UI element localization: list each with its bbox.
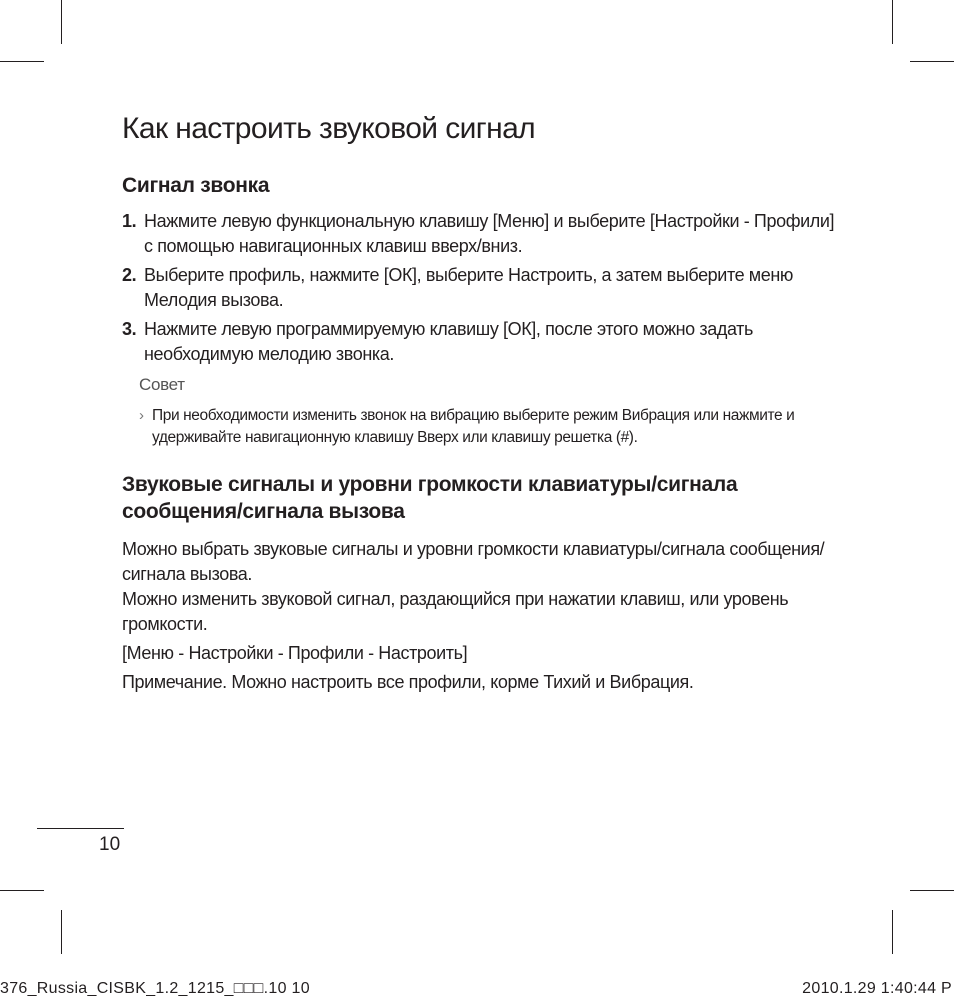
crop-mark [910, 890, 954, 891]
list-item [122, 209, 842, 259]
step-number: 3. [122, 319, 137, 339]
list-item [122, 317, 842, 367]
crop-mark [61, 910, 62, 954]
list-item [122, 263, 842, 313]
page-title: Как настроить звуковой сигнал [122, 112, 536, 145]
menu-path: [Меню - Настройки - Профили - Настроить] [122, 643, 468, 663]
step-text: Нажмите левую функциональную клавишу [Меню] и выберите [Настройки - Профили] с помощью навигационных клавиш вверх/вниз. [144, 211, 835, 256]
tip-text: При необходимости изменить звонок на вибрацию выберите режим Вибрация или нажмите и удерживайте навигационную клавишу Вверх или клавишу решетка (#). [152, 407, 795, 446]
crop-mark [0, 890, 44, 891]
step-number: 2. [122, 265, 137, 285]
print-slug-date: 2010.1.29 1:40:44 P [802, 980, 952, 997]
note: Примечание. Можно настроить все профили, корме Тихий и Вибрация. [122, 672, 694, 692]
step-text: Нажмите левую программируемую клавишу [ОК], после этого можно задать необходимую мелодию звонка. [144, 319, 753, 364]
keypad-section-body [122, 537, 842, 695]
chevron-right-icon: › [139, 407, 144, 424]
steps-list [122, 209, 842, 371]
tip-item [139, 405, 852, 449]
crop-mark [892, 0, 893, 44]
crop-mark [61, 0, 62, 44]
ring-section-heading: Сигнал звонка [122, 174, 270, 197]
crop-mark [910, 61, 954, 62]
crop-mark [892, 910, 893, 954]
print-slug-file: 376_Russia_CISBK_1.2_1215_□□□.10 10 [0, 980, 310, 997]
crop-mark [0, 61, 44, 62]
keypad-section-heading: Звуковые сигналы и уровни громкости клавиатуры/сигнала сообщения/сигнала вызова [122, 473, 738, 523]
step-number: 1. [122, 211, 137, 231]
page-number: 10 [99, 834, 121, 855]
tip-label: Совет [139, 375, 185, 394]
step-text: Выберите профиль, нажмите [ОК], выберите Настроить, а затем выберите меню Мелодия вызова. [144, 265, 794, 310]
footer-rule [37, 828, 124, 829]
paragraph: Можно выбрать звуковые сигналы и уровни громкости клавиатуры/сигнала сообщения/сигнала вызова. [122, 539, 825, 584]
paragraph: Можно изменить звуковой сигнал, раздающийся при нажатии клавиш, или уровень громкости. [122, 589, 789, 634]
